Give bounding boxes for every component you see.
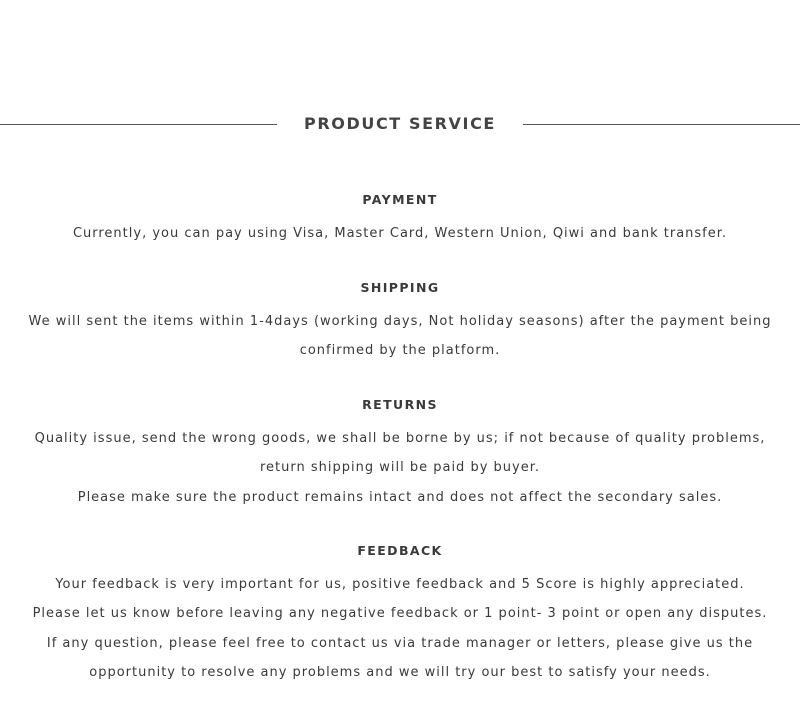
payment-title: PAYMENT: [362, 192, 438, 207]
feedback-text-line: If any question, please feel free to contact us via trade manager or letters, please give us the: [46, 635, 754, 651]
shipping-text-line: We will sent the items within 1-4days (working days, Not holiday seasons) after the payment being: [28, 314, 772, 329]
feedback-text-line: Please let us know before leaving any negative feedback or 1 point- 3 point or open any disputes.: [32, 606, 768, 622]
returns-text-line: Please make sure the product remains intact and does not affect the secondary sales.: [77, 489, 723, 505]
header-divider-right: [523, 124, 800, 125]
feedback-text-line: Your feedback is very important for us, positive feedback and 5 Score is highly appreciated.: [55, 577, 745, 592]
returns-text-line: Quality issue, send the wrong goods, we shall be borne by us; if not because of quality problems,: [34, 431, 766, 446]
feedback-title: FEEDBACK: [357, 543, 443, 558]
feedback-text-line: opportunity to resolve any problems and we will try our best to satisfy your needs.: [89, 664, 711, 680]
page-title: PRODUCT SERVICE: [304, 114, 496, 133]
payment-text-line: Currently, you can pay using Visa, Master Card, Western Union, Qiwi and bank transfer.: [72, 226, 728, 241]
shipping-title: SHIPPING: [360, 280, 440, 295]
shipping-section: [0, 278, 800, 366]
shipping-text-line: confirmed by the platform.: [299, 343, 501, 359]
header-divider-left: [0, 124, 277, 125]
returns-text-line: return shipping will be paid by buyer.: [260, 460, 540, 476]
returns-section: [0, 395, 800, 512]
returns-title: RETURNS: [362, 397, 438, 412]
feedback-section: [0, 541, 800, 687]
section-header: [0, 106, 800, 142]
payment-section: [0, 190, 800, 248]
